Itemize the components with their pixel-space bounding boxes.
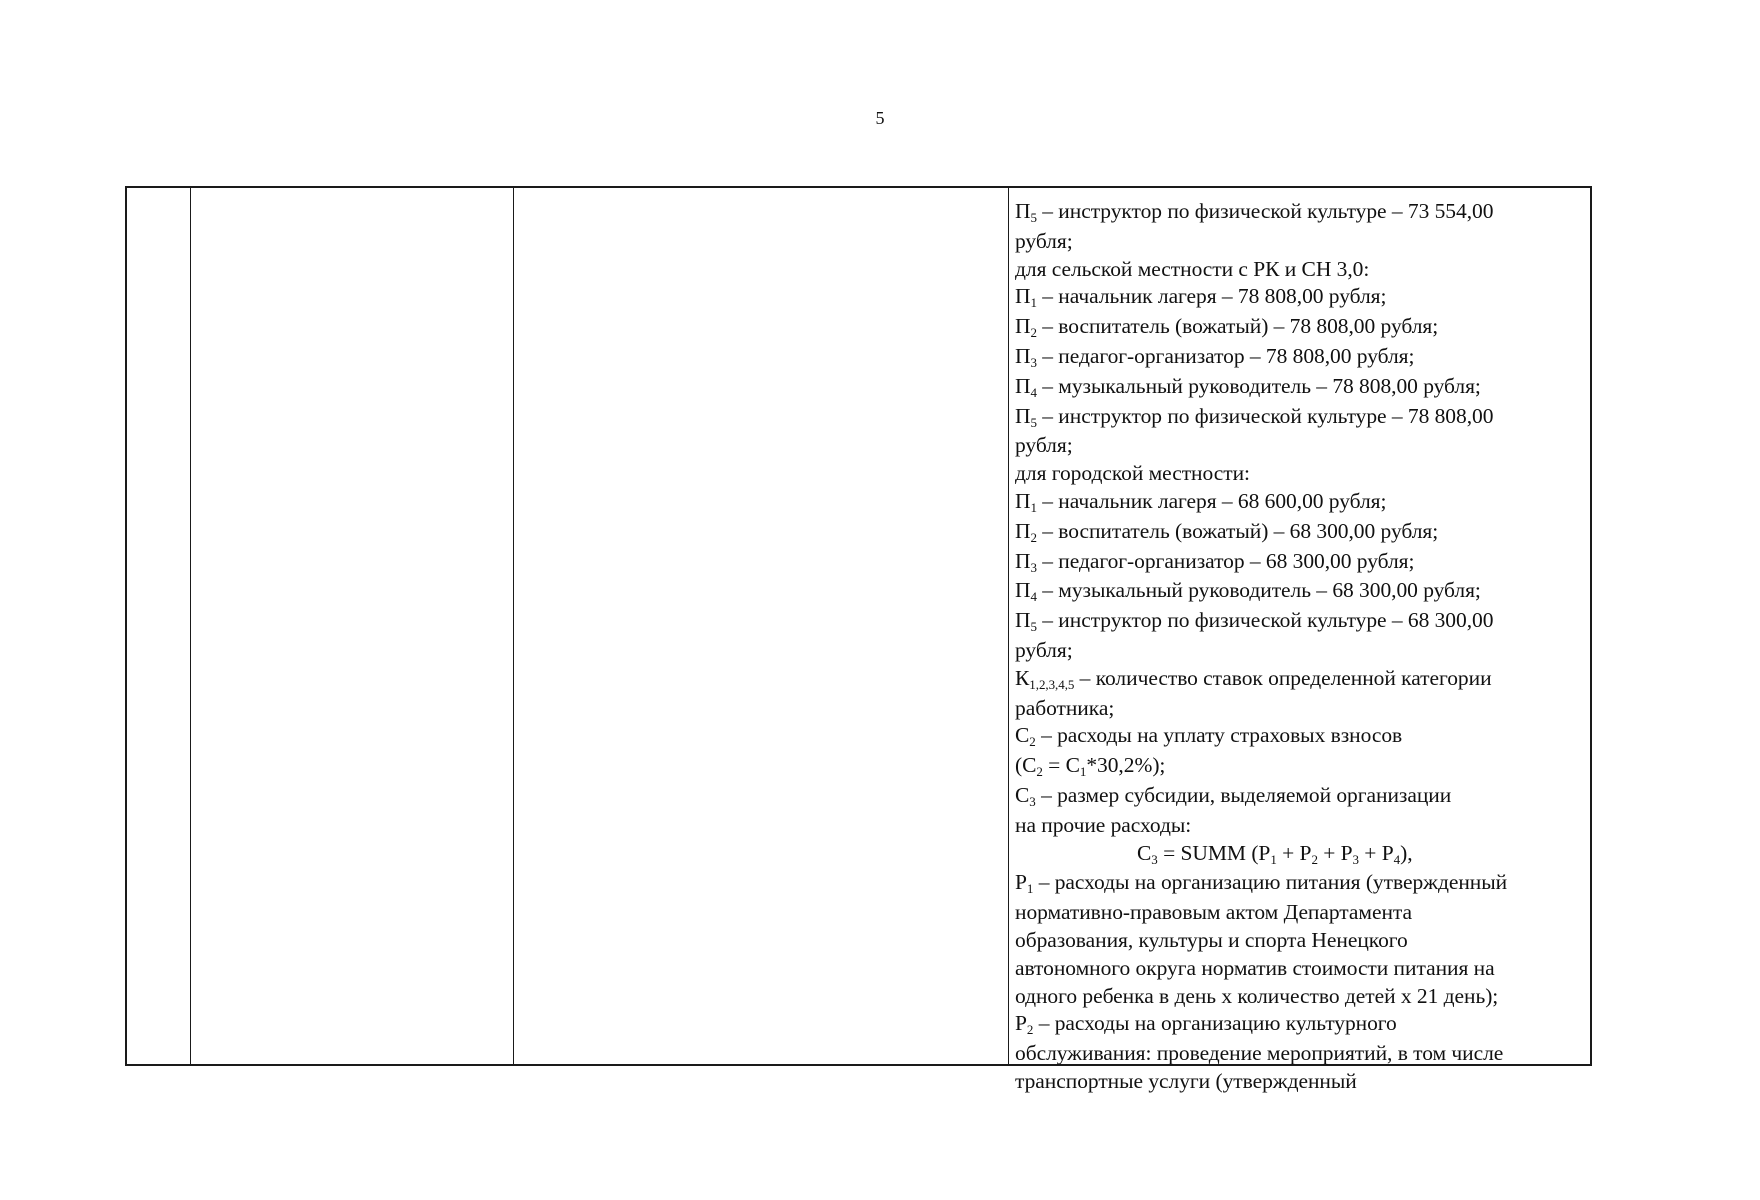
text-fragment: – расходы на организацию питания (утвержденный [1033,870,1508,895]
text-fragment: для сельской местности с РК и СН 3,0: [1015,256,1370,281]
text-fragment: – инструктор по физической культуре – 78 808,00 [1036,403,1494,428]
text-fragment: К [1015,665,1030,690]
subscript: 3 [1030,559,1037,575]
subscript: 1 [1079,764,1087,780]
subscript: 2 [1026,1022,1034,1038]
text-line [1015,607,1582,637]
text-line [1015,665,1582,695]
text-line [1015,752,1582,782]
text-fragment: + Р [1358,840,1394,865]
text-fragment: П [1015,488,1031,513]
text-line [1015,256,1582,284]
text-fragment: на прочие расходы: [1015,812,1192,837]
subscript: 1 [1026,881,1034,897]
text-line [1015,460,1582,488]
table-column-4 [1009,188,1590,1093]
text-fragment: работника; [1015,695,1115,720]
text-fragment: транспортные услуги (утвержденный [1015,1068,1357,1093]
text-fragment: ), [1400,840,1413,865]
text-fragment: – воспитатель (вожатый) – 68 300,00 рубля; [1036,518,1439,543]
subscript: 3 [1029,793,1036,809]
text-line [1015,983,1582,1011]
text-fragment: образования, культуры и спорта Ненецкого [1015,927,1408,952]
text-fragment: рубля; [1015,433,1073,458]
subscript: 5 [1030,210,1037,225]
text-line [1015,722,1582,752]
text-fragment: автономного округа норматив стоимости питания на [1015,955,1495,980]
text-line [1015,283,1582,313]
table-column-1 [127,188,191,1064]
text-fragment: – инструктор по физической культуре – 68 300,00 [1036,608,1494,633]
text-fragment: П [1015,608,1031,633]
text-fragment: *30,2%); [1086,753,1166,778]
text-fragment: = SUMM (Р [1157,840,1271,865]
text-fragment: П [1015,314,1031,339]
text-fragment: П [1015,403,1031,428]
text-fragment: – начальник лагеря – 68 600,00 рубля; [1036,488,1387,513]
text-line [1015,637,1582,665]
text-fragment: – воспитатель (вожатый) – 78 808,00 рубля; [1036,314,1439,339]
text-fragment: нормативно-правовым актом Департамента [1015,900,1413,925]
subscript: 1,2,3,4,5 [1029,676,1075,692]
formula-line [1015,840,1582,870]
text-line [1015,782,1582,812]
text-fragment: (С [1015,753,1037,778]
text-fragment: = С [1042,753,1080,778]
subscript: 2 [1036,764,1043,780]
text-fragment: Р [1015,1011,1027,1036]
text-fragment: Р [1015,870,1027,895]
text-fragment: П [1015,199,1031,223]
text-line [1015,548,1582,578]
text-fragment: – размер субсидии, выделяемой организации [1035,782,1452,807]
text-fragment: – педагог-организатор – 78 808,00 рубля; [1036,343,1415,368]
subscript: 4 [1030,589,1037,605]
text-fragment: одного ребенка в день х количество детей х 21 день); [1015,983,1499,1008]
subscript: 5 [1030,414,1037,430]
text-fragment: – музыкальный руководитель – 68 300,00 рубля; [1036,578,1481,603]
text-fragment: – начальник лагеря – 78 808,00 рубля; [1036,284,1387,309]
text-fragment: обслуживания: проведение мероприятий, в том числе [1015,1041,1504,1066]
text-line [1015,343,1582,373]
text-line [1015,869,1582,899]
text-fragment: для городской местности: [1015,461,1250,486]
text-line [1015,373,1582,403]
text-fragment: С [1015,723,1030,748]
text-line [1015,1010,1582,1040]
text-fragment: П [1015,548,1031,573]
text-line [1015,955,1582,983]
text-line [1015,927,1582,955]
subscript: 2 [1311,851,1318,867]
text-fragment: рубля; [1015,228,1073,253]
text-fragment: П [1015,578,1031,603]
text-fragment: – количество ставок определенной категории [1074,665,1492,690]
table-column-2 [191,188,514,1064]
subscript: 1 [1030,295,1037,311]
text-line [1015,812,1582,840]
text-line [1015,899,1582,927]
text-line [1015,488,1582,518]
subscript: 4 [1393,851,1401,867]
text-fragment: С [1015,782,1030,807]
text-line [1015,403,1582,433]
text-line [1015,1040,1582,1068]
text-line [1015,577,1582,607]
document-table [125,186,1592,1093]
text-fragment: П [1015,373,1031,398]
text-fragment: П [1015,518,1031,543]
subscript: 1 [1030,499,1037,515]
subscript: 4 [1030,384,1037,400]
subscript: 2 [1030,325,1037,341]
text-line [1015,432,1582,460]
text-fragment: – музыкальный руководитель – 78 808,00 рубля; [1036,373,1481,398]
text-fragment: + Р [1276,840,1312,865]
text-line [1015,695,1582,723]
subscript: 2 [1030,529,1037,545]
page-number: 5 [875,108,885,128]
text-fragment: С [1137,840,1152,865]
text-fragment: П [1015,284,1031,309]
subscript: 2 [1029,734,1036,750]
text-fragment: – расходы на уплату страховых взносов [1035,723,1403,748]
text-line [1015,198,1582,228]
text-line [1015,1068,1582,1096]
subscript: 3 [1151,851,1158,867]
subscript: 3 [1352,851,1359,867]
text-line [1015,228,1582,256]
subscript: 3 [1030,354,1037,370]
subscript: 5 [1030,619,1037,635]
text-line [1015,518,1582,548]
text-fragment: – инструктор по физической культуре – 73 554,00 [1036,199,1494,223]
text-fragment: + Р [1317,840,1353,865]
table-column-3 [514,188,1009,1064]
text-fragment: рубля; [1015,637,1073,662]
text-fragment: – расходы на организацию культурного [1033,1011,1397,1036]
subscript: 1 [1270,851,1277,867]
text-line [1015,313,1582,343]
text-fragment: – педагог-организатор – 68 300,00 рубля; [1036,548,1415,573]
text-fragment: П [1015,343,1031,368]
